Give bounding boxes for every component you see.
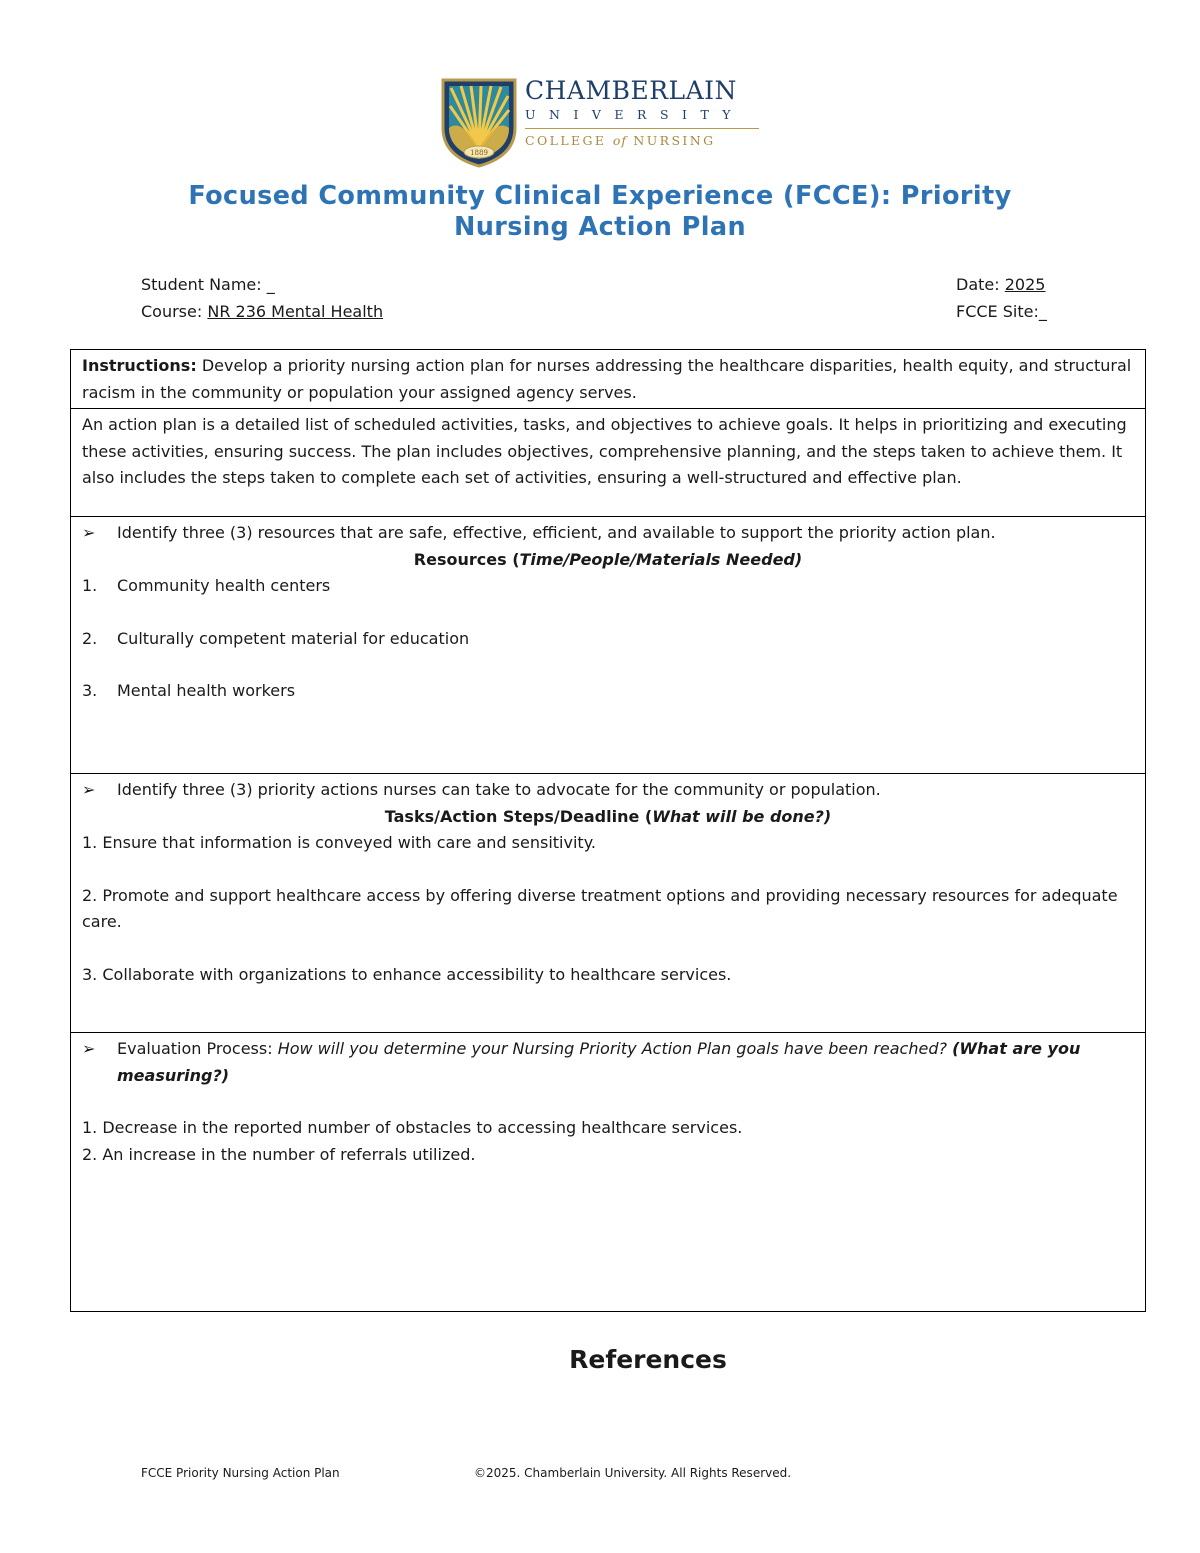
fcce-site-field bbox=[956, 302, 1047, 322]
actions-heading-italic: What will be done?) bbox=[652, 806, 832, 826]
actions-prompt bbox=[82, 777, 1134, 804]
actions-heading-main: Tasks/Action Steps/Deadline ( bbox=[384, 806, 653, 826]
course-label: Course: bbox=[141, 302, 203, 321]
evaluation-item[interactable]: 1. Decrease in the reported number of obstacles to accessing healthcare services. bbox=[82, 1118, 743, 1137]
chamberlain-logo bbox=[441, 78, 761, 168]
resources-prompt-text: Identify three (3) resources that are safe, effective, efficient, and available to support the priority action plan. bbox=[117, 523, 996, 542]
logo-wordmark bbox=[525, 78, 759, 148]
document-title bbox=[100, 181, 1100, 243]
resources-heading-main: Resources ( bbox=[413, 549, 520, 569]
footer-left: FCCE Priority Nursing Action Plan bbox=[141, 1466, 340, 1480]
actions-prompt-text: Identify three (3) priority actions nurses can take to advocate for the community or population. bbox=[117, 780, 881, 799]
student-name-value[interactable]: _ bbox=[266, 275, 275, 294]
instructions-text bbox=[82, 353, 1134, 406]
resource-item[interactable] bbox=[82, 678, 1134, 705]
student-name-field bbox=[141, 275, 275, 295]
evaluation-prompt bbox=[82, 1036, 1134, 1089]
action-plan-definition-row bbox=[71, 409, 1145, 517]
evaluation-item[interactable]: 2. An increase in the number of referrals utilized. bbox=[82, 1144, 476, 1164]
instructions-label: Instructions: bbox=[82, 356, 197, 375]
resource-number: 1. bbox=[82, 576, 98, 595]
resource-text: Mental health workers bbox=[117, 681, 296, 700]
logo-divider bbox=[525, 128, 759, 129]
date-value[interactable]: 2025 bbox=[1004, 275, 1046, 294]
actions-heading bbox=[82, 804, 1134, 831]
resources-row bbox=[71, 517, 1145, 774]
action-plan-definition: An action plan is a detailed list of scheduled activities, tasks, and objectives to achieve goals. It helps in prioritizing and executing these activities, ensuring success. The plan includes objectives, comprehensive planning, and the steps taken to achieve them. It also includes the steps taken to complete each set of activities, ensuring a well-structured and effective plan. bbox=[82, 415, 1127, 487]
date-label: Date: bbox=[956, 275, 1000, 294]
arrow-bullet-icon: ➢ bbox=[82, 1039, 96, 1058]
actions-row bbox=[71, 774, 1145, 1033]
logo-college-suffix: NURSING bbox=[633, 133, 716, 148]
logo-university: UNIVERSITY bbox=[525, 107, 745, 122]
evaluation-label: Evaluation Process: bbox=[117, 1039, 273, 1058]
arrow-bullet-icon: ➢ bbox=[82, 780, 96, 799]
resource-number: 3. bbox=[82, 681, 98, 700]
arrow-bullet-icon: ➢ bbox=[82, 523, 96, 542]
evaluation-row bbox=[71, 1033, 1145, 1313]
resource-item[interactable] bbox=[82, 573, 1134, 600]
evaluation-question: How will you determine your Nursing Priority Action Plan goals have been reached? bbox=[277, 1039, 947, 1058]
action-plan-table bbox=[70, 349, 1146, 1312]
resource-number: 2. bbox=[82, 628, 98, 648]
resource-text: Culturally competent material for education bbox=[117, 628, 470, 648]
resources-prompt bbox=[82, 520, 1134, 547]
university-seal-icon bbox=[441, 78, 517, 168]
action-item[interactable]: 1. Ensure that information is conveyed with care and sensitivity. bbox=[82, 833, 596, 852]
references-heading: References bbox=[569, 1345, 727, 1374]
logo-college-of: of bbox=[612, 133, 627, 148]
instructions-body: Develop a priority nursing action plan for nurses addressing the healthcare disparities, health equity, and structural racism in the community or population your assigned agency serves. bbox=[82, 356, 1132, 402]
resources-heading-italic: Time/People/Materials Needed) bbox=[519, 549, 803, 569]
logo-name: CHAMBERLAIN bbox=[525, 76, 737, 105]
resource-item[interactable] bbox=[82, 626, 1134, 653]
course-field bbox=[141, 302, 383, 322]
instructions-row bbox=[71, 350, 1145, 409]
logo-college bbox=[525, 134, 759, 148]
action-item[interactable]: 3. Collaborate with organizations to enhance accessibility to healthcare services. bbox=[82, 964, 732, 984]
course-value[interactable]: NR 236 Mental Health bbox=[207, 302, 384, 321]
logo-college-prefix: COLLEGE bbox=[525, 133, 607, 148]
resources-heading bbox=[82, 547, 1134, 574]
fcce-site-value[interactable]: _ bbox=[1038, 302, 1047, 321]
resource-text: Community health centers bbox=[117, 576, 331, 595]
evaluation-measure: (What are you measuring?) bbox=[117, 1039, 1081, 1085]
title-line-2: Nursing Action Plan bbox=[454, 212, 746, 242]
fcce-site-label: FCCE Site: bbox=[956, 302, 1039, 321]
seal-year: 1889 bbox=[470, 149, 488, 157]
title-line-1: Focused Community Clinical Experience (FCCE): Priority bbox=[188, 181, 1012, 211]
date-field bbox=[956, 275, 1045, 295]
footer-copyright: ©2025. Chamberlain University. All Rights Reserved. bbox=[474, 1466, 792, 1480]
student-name-label: Student Name: bbox=[141, 275, 262, 294]
action-item[interactable]: 2. Promote and support healthcare access by offering diverse treatment options and providing necessary resources for adequate care. bbox=[82, 885, 1118, 931]
